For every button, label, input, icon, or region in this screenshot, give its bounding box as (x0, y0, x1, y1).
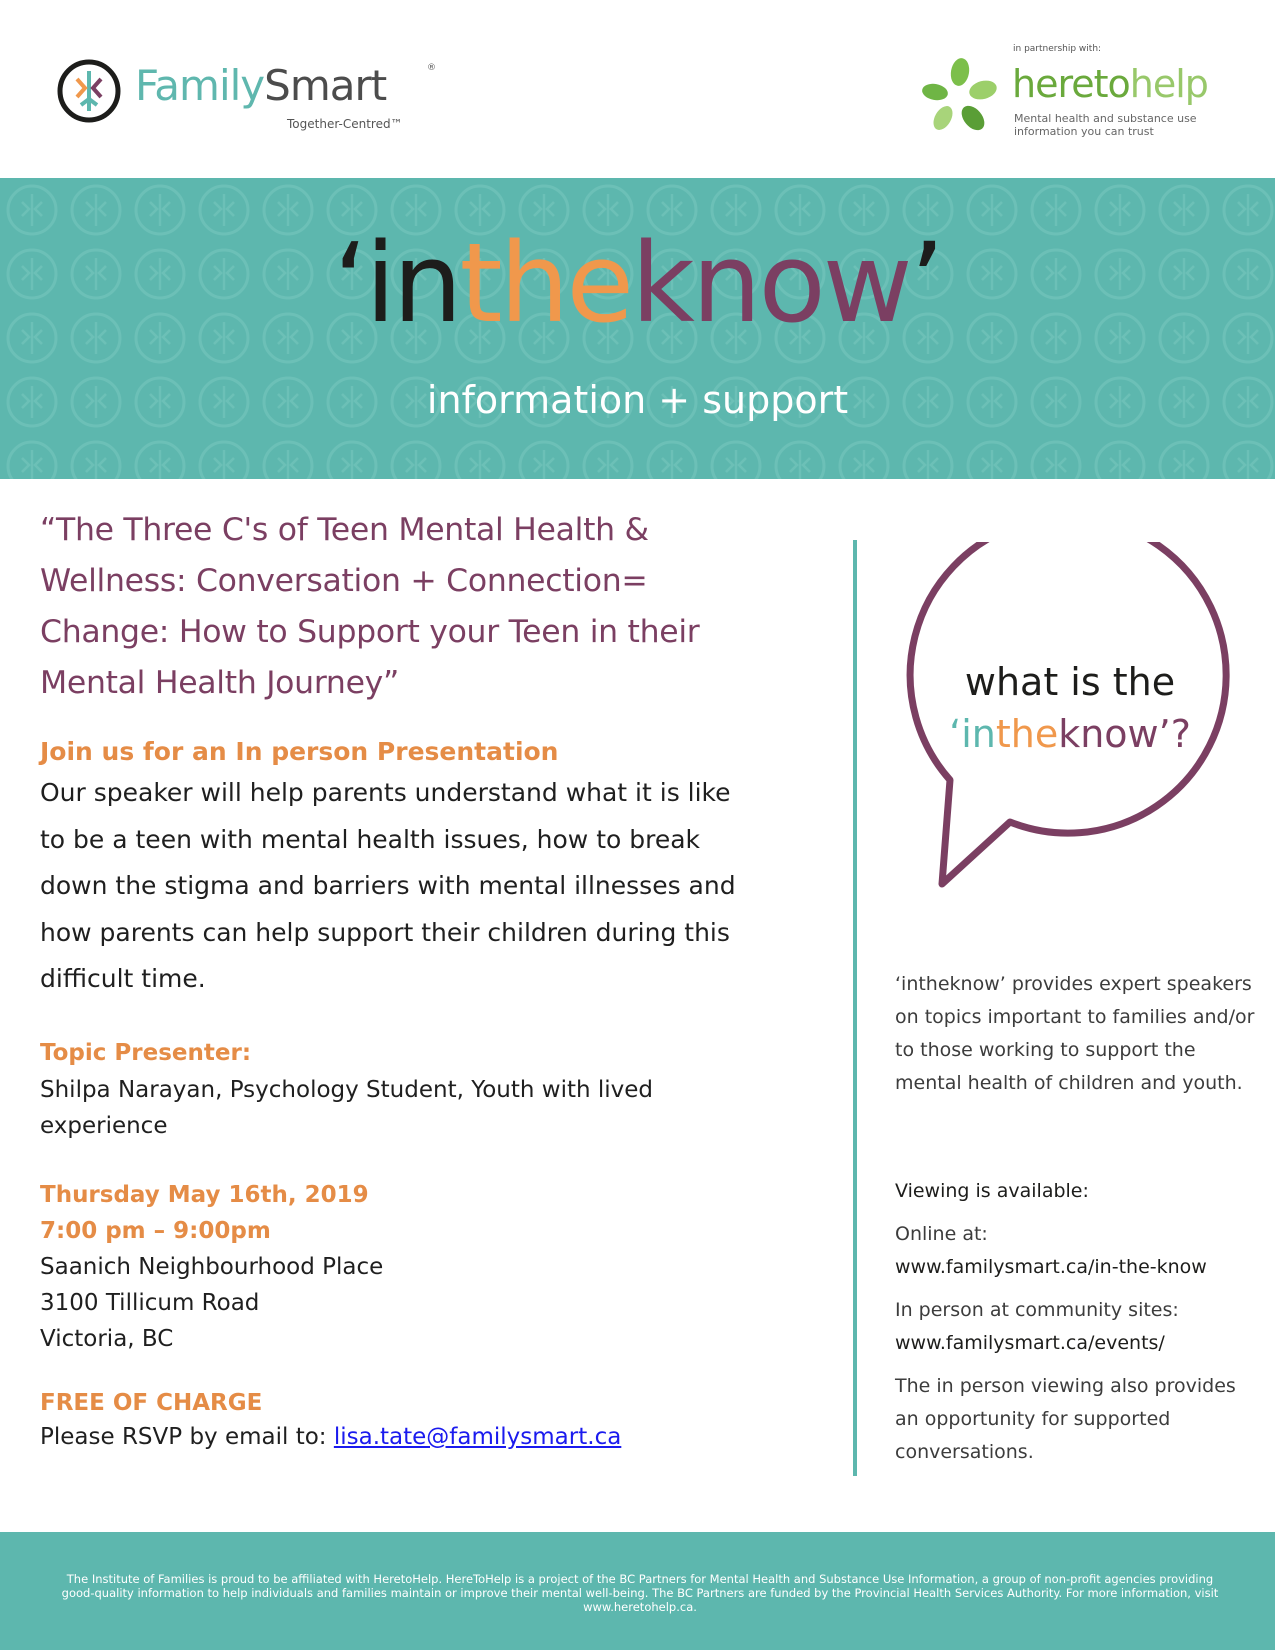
venue-street: 3100 Tillicum Road (40, 1290, 260, 1316)
banner-subtitle: information + support (426, 378, 849, 422)
event-address (40, 1249, 383, 1357)
intheknow-info: ‘intheknow’ provides expert speakers on topics important to families and/or to those working to support the mental health of children and youth. (895, 973, 1255, 1094)
heretohelp-logo (915, 44, 1235, 144)
inperson-note: The in person viewing also provides an opportunity for supported conversations. (895, 1375, 1236, 1463)
familysmart-mark-icon (55, 55, 127, 127)
heretohelp-name: heretohelp (1012, 62, 1208, 106)
intheknow-title: ‘intheknow’ (333, 219, 942, 347)
column-divider (853, 540, 857, 1476)
event-datetime (40, 1177, 369, 1249)
event-time: 7:00 pm – 9:00pm (40, 1218, 271, 1244)
viewing-section (895, 1175, 1265, 1469)
presenter-label: Topic Presenter: (40, 1040, 252, 1066)
familysmart-logo (55, 55, 475, 135)
familysmart-tagline: Together-Centred™ (287, 117, 403, 131)
familysmart-name: FamilySmart (135, 61, 387, 110)
rsvp-line (40, 1424, 621, 1450)
intheknow-banner (0, 178, 1275, 479)
event-description: Our speaker will help parents understand what it is like to be a teen with mental health issues, how to break down the stigma and barriers with mental illnesses and how parents can help support their children during this difficult time. (40, 778, 736, 993)
bubble-line1: what is the (964, 660, 1176, 704)
presenter-name: Shilpa Narayan, Psychology Student, Youth with lived experience (40, 1077, 654, 1139)
rsvp-text: Please RSVP by email to: (40, 1424, 334, 1450)
event-date: Thursday May 16th, 2019 (40, 1182, 369, 1208)
online-label: Online at: (895, 1223, 988, 1245)
inperson-label: In person at community sites: (895, 1299, 1179, 1321)
inperson-url: www.familysmart.ca/events/ (895, 1332, 1165, 1354)
viewing-heading: Viewing is available: (895, 1180, 1089, 1202)
venue-name: Saanich Neighbourhood Place (40, 1254, 384, 1280)
heretohelp-subtitle: Mental health and substance use information you can trust (1014, 112, 1197, 138)
join-heading: Join us for an In person Presentation (40, 737, 559, 766)
bubble-question (900, 656, 1240, 760)
bubble-line2: ‘intheknow’? (949, 712, 1191, 756)
rsvp-email-link[interactable]: lisa.tate@familysmart.ca (333, 1424, 622, 1450)
online-url: www.familysmart.ca/in-the-know (895, 1256, 1207, 1278)
heretohelp-leaf-icon (915, 54, 1005, 144)
venue-city: Victoria, BC (40, 1326, 174, 1352)
footer (0, 1532, 1275, 1650)
free-of-charge: FREE OF CHARGE (40, 1390, 263, 1416)
registered-mark: ® (427, 63, 436, 73)
event-title: “The Three C's of Teen Mental Health & Wellness: Conversation + Connection= Change: How to Support your Teen in their Mental Health Journey” (40, 512, 700, 701)
footer-text: The Institute of Families is proud to be affiliated with HeretoHelp. HereToHelp is a project of the BC Partners for Mental Health and Substance Use Information, a group of non-profit agencies providing good-quality information to help individuals and families maintain or improve their mental well-being. The BC Partners are funded by the Provincial Health Services Authority. For more information, visit www.heretohelp.ca. (61, 1572, 1219, 1614)
partnership-label: in partnership with: (1013, 44, 1102, 54)
